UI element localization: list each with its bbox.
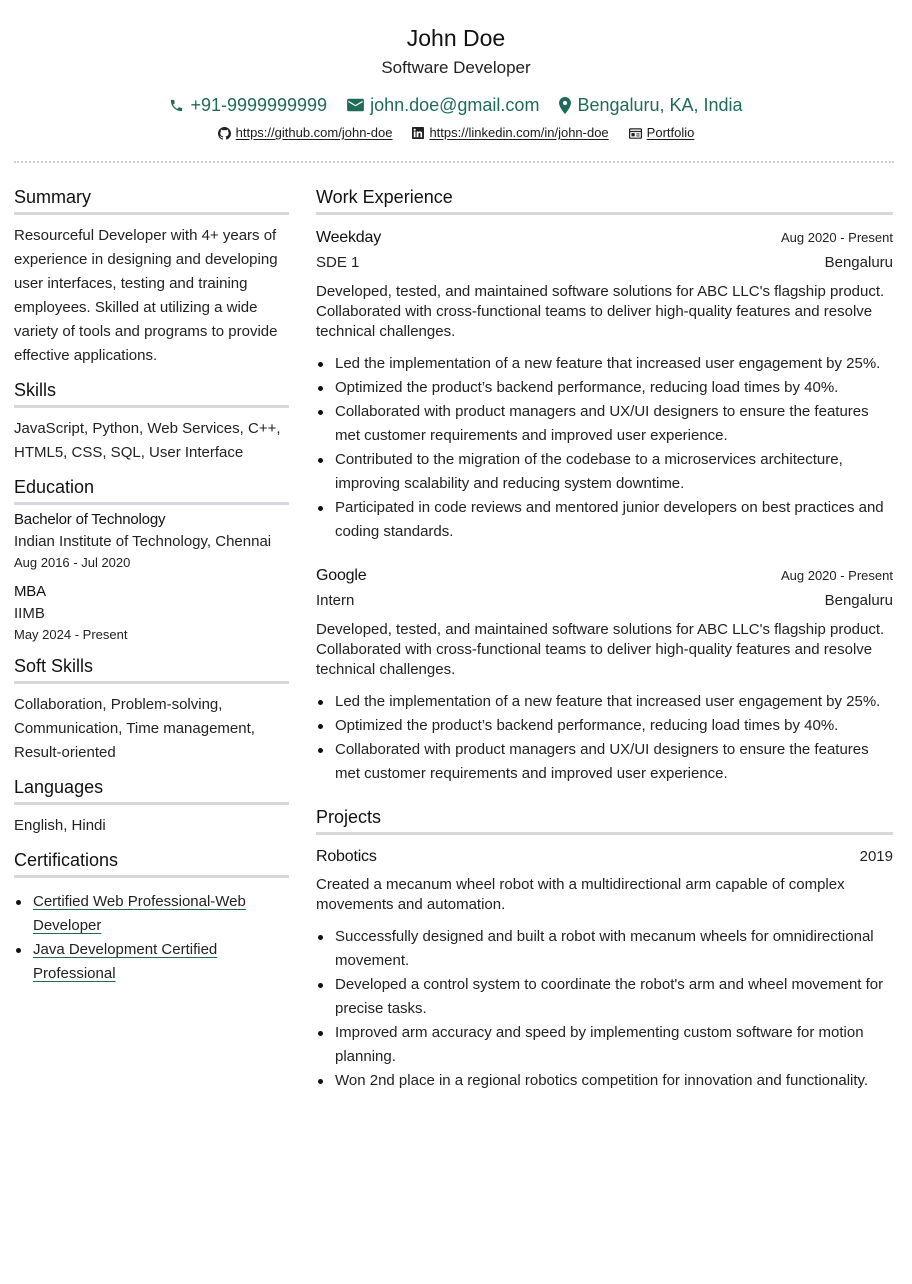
degree: Bachelor of Technology <box>14 511 166 528</box>
education-dates: Aug 2016 - Jul 2020 <box>14 555 131 570</box>
phone-number: +91-9999999999 <box>190 95 328 115</box>
languages-heading: Languages <box>14 776 289 805</box>
job-title: Software Developer <box>381 58 531 77</box>
institution: IIMB <box>14 605 45 622</box>
linkedin-icon <box>412 127 424 139</box>
portfolio-label: Portfolio <box>646 125 695 140</box>
list-item: Improved arm accuracy and speed by implementing custom software for motion planning. <box>316 1021 893 1069</box>
education-item <box>14 582 289 644</box>
map-pin-icon <box>559 97 571 114</box>
list-item: Led the implementation of a new feature that increased user engagement by 25%. <box>316 352 893 376</box>
list-item: Led the implementation of a new feature that increased user engagement by 25%. <box>316 690 893 714</box>
linkedin-link[interactable] <box>412 125 608 141</box>
certification-link[interactable]: Java Development Certified Professional <box>33 941 218 982</box>
institution: Indian Institute of Technology, Chennai <box>14 533 272 550</box>
languages-text: English, Hindi <box>14 817 106 834</box>
languages-section <box>14 776 289 838</box>
work-experience-heading: Work Experience <box>316 186 893 215</box>
github-url: https://github.com/john-doe <box>235 125 393 140</box>
location-contact <box>559 94 742 116</box>
header-divider <box>14 161 894 163</box>
email-contact[interactable] <box>347 94 539 116</box>
list-item: Optimized the product’s backend performance, reducing load times by 40%. <box>316 714 893 738</box>
certifications-section <box>14 849 289 986</box>
job-entry <box>316 566 893 786</box>
list-item <box>14 890 289 938</box>
candidate-name: John Doe <box>406 25 506 51</box>
soft-skills-heading: Soft Skills <box>14 655 289 684</box>
list-item: Participated in code reviews and mentored junior developers on best practices and coding standards. <box>316 496 893 544</box>
right-column <box>316 186 893 1093</box>
browser-window-icon <box>629 128 642 139</box>
degree: MBA <box>14 583 46 600</box>
job-role: SDE 1 <box>316 254 360 271</box>
soft-skills-text: Collaboration, Problem-solving, Communication, Time management, Result-oriented <box>14 696 255 761</box>
project-description: Created a mecanum wheel robot with a multidirectional arm capable of complex movements and automation. <box>316 876 845 913</box>
project-name: Robotics <box>316 848 377 865</box>
job-bullets <box>316 352 893 544</box>
certifications-list <box>14 890 289 986</box>
company-name: Google <box>316 567 367 584</box>
list-item: Contributed to the migration of the codebase to a microservices architecture, improving scalability and reducing system downtime. <box>316 448 893 496</box>
list-item: Developed a control system to coordinate the robot's arm and wheel movement for precise tasks. <box>316 973 893 1021</box>
phone-contact[interactable] <box>169 94 327 116</box>
job-description: Developed, tested, and maintained software solutions for ABC LLC's flagship product. Collaborated with cross-functional teams to deliver high-quality features and resolve technical challenges. <box>316 621 885 678</box>
certifications-heading: Certifications <box>14 849 289 878</box>
education-section <box>14 476 289 644</box>
email-address: john.doe@gmail.com <box>370 95 540 115</box>
summary-heading: Summary <box>14 186 289 215</box>
summary-section <box>14 186 289 368</box>
list-item: Optimized the product’s backend performance, reducing load times by 40%. <box>316 376 893 400</box>
location-text: Bengaluru, KA, India <box>577 95 743 115</box>
skills-text: JavaScript, Python, Web Services, C++, HTML5, CSS, SQL, User Interface <box>14 420 281 461</box>
project-entry <box>316 847 893 1093</box>
job-location: Bengaluru <box>824 254 893 271</box>
list-item <box>14 938 289 986</box>
job-description: Developed, tested, and maintained software solutions for ABC LLC's flagship product. Collaborated with cross-functional teams to deliver high-quality features and resolve technical challenges. <box>316 283 885 340</box>
summary-text: Resourceful Developer with 4+ years of experience in designing and developing user interfaces, testing and training employees. Skilled at utilizing a wide variety of tools and programs to provide effective applications. <box>14 227 278 364</box>
projects-heading: Projects <box>316 806 893 835</box>
job-dates: Aug 2020 - Present <box>780 568 893 583</box>
skills-heading: Skills <box>14 379 289 408</box>
project-year: 2019 <box>859 848 893 865</box>
contact-row <box>0 94 912 116</box>
education-dates: May 2024 - Present <box>14 627 128 642</box>
list-item: Won 2nd place in a regional robotics competition for innovation and functionality. <box>316 1069 893 1093</box>
portfolio-link[interactable] <box>629 125 695 141</box>
job-role: Intern <box>316 592 355 609</box>
phone-icon <box>169 98 184 113</box>
github-link[interactable] <box>218 125 393 141</box>
list-item: Successfully designed and built a robot with mecanum wheels for omnidirectional movement. <box>316 925 893 973</box>
left-column <box>14 186 289 997</box>
job-dates: Aug 2020 - Present <box>780 230 893 245</box>
list-item: Collaborated with product managers and UX/UI designers to ensure the features met customer requirements and improved user experience. <box>316 738 893 786</box>
linkedin-url: https://linkedin.com/in/john-doe <box>429 125 609 140</box>
certification-link[interactable]: Certified Web Professional-Web Developer <box>33 893 246 934</box>
github-icon <box>218 127 231 140</box>
email-icon <box>347 98 364 112</box>
job-entry <box>316 228 893 544</box>
job-location: Bengaluru <box>824 592 893 609</box>
job-bullets <box>316 690 893 786</box>
education-heading: Education <box>14 476 289 505</box>
profile-links <box>0 125 912 141</box>
soft-skills-section <box>14 655 289 765</box>
education-item <box>14 510 289 572</box>
company-name: Weekday <box>316 229 382 246</box>
resume-header <box>0 0 912 141</box>
skills-section <box>14 379 289 465</box>
project-bullets <box>316 925 893 1093</box>
list-item: Collaborated with product managers and UX/UI designers to ensure the features met customer requirements and improved user experience. <box>316 400 893 448</box>
